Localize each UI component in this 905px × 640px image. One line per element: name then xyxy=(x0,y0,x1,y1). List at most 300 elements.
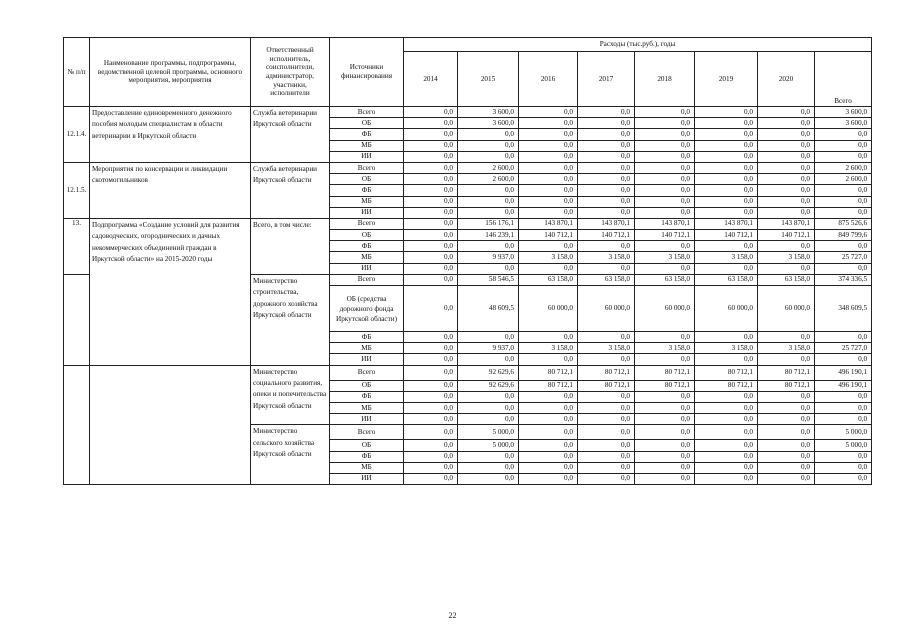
value-2015: 58 546,5 xyxy=(458,274,519,285)
funding-source: ИИ xyxy=(330,151,404,162)
header-name: Наименование программы, подпрограммы, ведомственной целевой программы, основного мероприятия, мероприятия xyxy=(90,38,251,107)
value-2017: 0,0 xyxy=(578,162,635,173)
funding-source: МБ xyxy=(330,402,404,413)
funding-source: ИИ xyxy=(330,473,404,484)
value-total: 0,0 xyxy=(815,473,872,484)
value-2015: 92 629,6 xyxy=(458,365,519,380)
value-2015: 0,0 xyxy=(458,129,519,140)
value-total: 0,0 xyxy=(815,402,872,413)
value-2016: 0,0 xyxy=(519,140,578,151)
value-2020: 143 870,1 xyxy=(758,218,815,229)
value-2014: 0,0 xyxy=(404,440,458,451)
value-2018: 0,0 xyxy=(635,440,695,451)
value-2016: 3 158,0 xyxy=(519,252,578,263)
value-2018: 63 158,0 xyxy=(635,274,695,285)
value-2016: 0,0 xyxy=(519,473,578,484)
value-2015: 0,0 xyxy=(458,451,519,462)
table-row xyxy=(64,365,872,380)
value-total: 0,0 xyxy=(815,129,872,140)
value-2019: 0,0 xyxy=(695,391,758,402)
value-2014: 0,0 xyxy=(404,252,458,263)
value-total: 5 000,0 xyxy=(815,425,872,440)
value-2018: 80 712,1 xyxy=(635,380,695,391)
value-2015: 0,0 xyxy=(458,140,519,151)
funding-source: Всего xyxy=(330,107,404,118)
value-2016: 0,0 xyxy=(519,332,578,343)
value-2019: 3 158,0 xyxy=(695,343,758,354)
value-2019: 0,0 xyxy=(695,332,758,343)
program-name: Подпрограмма «Создание условий для развития садоводческих, огороднических и дачных некоммерческих объединений граждан в Иркутской области» на 2015-2020 годы xyxy=(90,218,251,365)
value-2019: 0,0 xyxy=(695,241,758,252)
value-2016: 0,0 xyxy=(519,162,578,173)
value-2020: 0,0 xyxy=(758,332,815,343)
value-2015: 0,0 xyxy=(458,151,519,162)
value-2017: 0,0 xyxy=(578,451,635,462)
value-2020: 80 712,1 xyxy=(758,365,815,380)
value-2019: 0,0 xyxy=(695,414,758,425)
value-2019: 0,0 xyxy=(695,196,758,207)
value-total: 374 336,5 xyxy=(815,274,872,285)
funding-source: ИИ xyxy=(330,263,404,274)
value-2020: 0,0 xyxy=(758,473,815,484)
value-2020: 0,0 xyxy=(758,185,815,196)
value-2019: 3 158,0 xyxy=(695,252,758,263)
value-total: 348 609,5 xyxy=(815,286,872,332)
funding-source: ИИ xyxy=(330,354,404,365)
funding-source: ОБ xyxy=(330,440,404,451)
value-2019: 80 712,1 xyxy=(695,380,758,391)
value-2020: 0,0 xyxy=(758,462,815,473)
value-2020: 0,0 xyxy=(758,402,815,413)
funding-source: МБ xyxy=(330,196,404,207)
page-number: 22 xyxy=(448,611,457,620)
value-2015: 3 600,0 xyxy=(458,107,519,118)
header-year: 2016 xyxy=(519,52,578,107)
funding-source: Всего xyxy=(330,365,404,380)
value-2019: 63 158,0 xyxy=(695,274,758,285)
responsible-executor: Служба ветеринарии Иркутской области xyxy=(251,162,330,218)
value-total: 496 190,1 xyxy=(815,380,872,391)
row-number: 12.1.4. xyxy=(64,107,90,163)
responsible-executor: Министерство строительства, дорожного хозяйства Иркутской области xyxy=(251,274,330,365)
value-2018: 0,0 xyxy=(635,402,695,413)
value-2020: 0,0 xyxy=(758,207,815,218)
value-2018: 0,0 xyxy=(635,473,695,484)
value-total: 0,0 xyxy=(815,140,872,151)
value-2020: 0,0 xyxy=(758,263,815,274)
table-row xyxy=(64,218,872,229)
value-2014: 0,0 xyxy=(404,402,458,413)
value-2020: 0,0 xyxy=(758,425,815,440)
value-total: 0,0 xyxy=(815,332,872,343)
table-row xyxy=(64,107,872,118)
value-2017: 0,0 xyxy=(578,241,635,252)
value-2015: 0,0 xyxy=(458,402,519,413)
value-2015: 5 000,0 xyxy=(458,440,519,451)
value-2018: 80 712,1 xyxy=(635,365,695,380)
value-2016: 0,0 xyxy=(519,425,578,440)
value-2017: 0,0 xyxy=(578,196,635,207)
funding-source: ОБ xyxy=(330,230,404,241)
value-2014: 0,0 xyxy=(404,162,458,173)
value-total: 0,0 xyxy=(815,241,872,252)
value-2015: 0,0 xyxy=(458,241,519,252)
value-2016: 143 870,1 xyxy=(519,218,578,229)
value-2015: 146 239,1 xyxy=(458,230,519,241)
funding-source: ФБ xyxy=(330,129,404,140)
value-2016: 0,0 xyxy=(519,440,578,451)
value-2014: 0,0 xyxy=(404,425,458,440)
value-total: 2 600,0 xyxy=(815,162,872,173)
budget-table xyxy=(63,37,872,485)
value-2018: 0,0 xyxy=(635,425,695,440)
value-2020: 0,0 xyxy=(758,107,815,118)
value-2020: 0,0 xyxy=(758,162,815,173)
value-2017: 0,0 xyxy=(578,391,635,402)
funding-source: Всего xyxy=(330,425,404,440)
value-2014: 0,0 xyxy=(404,107,458,118)
value-2016: 0,0 xyxy=(519,402,578,413)
value-2018: 0,0 xyxy=(635,196,695,207)
program-name: Предоставление единовременного денежного пособия молодым специалистам в области ветеринарии в Иркутской области xyxy=(90,107,251,163)
header-no: № п/п xyxy=(64,38,90,107)
value-2019: 80 712,1 xyxy=(695,365,758,380)
value-2014: 0,0 xyxy=(404,462,458,473)
value-2014: 0,0 xyxy=(404,174,458,185)
value-2020: 0,0 xyxy=(758,151,815,162)
value-2019: 0,0 xyxy=(695,174,758,185)
funding-source: ОБ xyxy=(330,380,404,391)
value-2018: 0,0 xyxy=(635,174,695,185)
responsible-executor: Всего, в том числе: xyxy=(251,218,330,274)
value-total: 0,0 xyxy=(815,462,872,473)
value-2018: 60 000,0 xyxy=(635,286,695,332)
value-total: 3 600,0 xyxy=(815,107,872,118)
value-2017: 0,0 xyxy=(578,118,635,129)
value-2017: 60 000,0 xyxy=(578,286,635,332)
value-2017: 0,0 xyxy=(578,473,635,484)
value-2014: 0,0 xyxy=(404,129,458,140)
value-2017: 0,0 xyxy=(578,332,635,343)
value-total: 0,0 xyxy=(815,207,872,218)
funding-source: МБ xyxy=(330,252,404,263)
value-2016: 0,0 xyxy=(519,118,578,129)
value-2019: 0,0 xyxy=(695,151,758,162)
value-2017: 0,0 xyxy=(578,207,635,218)
funding-source: Всего xyxy=(330,218,404,229)
value-2014: 0,0 xyxy=(404,380,458,391)
value-2020: 0,0 xyxy=(758,140,815,151)
value-2020: 0,0 xyxy=(758,451,815,462)
value-2016: 0,0 xyxy=(519,196,578,207)
funding-source: ОБ xyxy=(330,174,404,185)
value-2020: 0,0 xyxy=(758,391,815,402)
value-2020: 3 158,0 xyxy=(758,252,815,263)
value-2017: 0,0 xyxy=(578,414,635,425)
value-total: 25 727,0 xyxy=(815,343,872,354)
value-2018: 0,0 xyxy=(635,414,695,425)
value-2018: 0,0 xyxy=(635,332,695,343)
value-2019: 0,0 xyxy=(695,440,758,451)
value-2016: 0,0 xyxy=(519,263,578,274)
value-2020: 60 000,0 xyxy=(758,286,815,332)
value-2014: 0,0 xyxy=(404,207,458,218)
value-2018: 0,0 xyxy=(635,451,695,462)
value-2018: 0,0 xyxy=(635,151,695,162)
header-responsible: Ответственный исполнитель, соисполнители, администратор, участники, исполнители xyxy=(251,38,330,107)
empty-cell xyxy=(64,274,90,365)
value-2016: 3 158,0 xyxy=(519,343,578,354)
value-2016: 80 712,1 xyxy=(519,380,578,391)
value-2020: 0,0 xyxy=(758,414,815,425)
value-2015: 2 600,0 xyxy=(458,162,519,173)
value-2020: 0,0 xyxy=(758,129,815,140)
value-2017: 0,0 xyxy=(578,185,635,196)
value-2020: 80 712,1 xyxy=(758,380,815,391)
empty-cell xyxy=(64,365,90,485)
value-2018: 140 712,1 xyxy=(635,230,695,241)
value-2019: 0,0 xyxy=(695,129,758,140)
value-total: 0,0 xyxy=(815,354,872,365)
value-total: 0,0 xyxy=(815,414,872,425)
value-2017: 0,0 xyxy=(578,151,635,162)
value-2017: 80 712,1 xyxy=(578,380,635,391)
table-row xyxy=(64,162,872,173)
value-2017: 140 712,1 xyxy=(578,230,635,241)
value-2016: 0,0 xyxy=(519,129,578,140)
funding-source: ФБ xyxy=(330,391,404,402)
value-2014: 0,0 xyxy=(404,343,458,354)
value-2016: 0,0 xyxy=(519,185,578,196)
value-2016: 0,0 xyxy=(519,151,578,162)
funding-source: ФБ xyxy=(330,332,404,343)
value-2014: 0,0 xyxy=(404,151,458,162)
value-2016: 0,0 xyxy=(519,462,578,473)
responsible-executor: Министерство социального развития, опеки и попечительства Иркутской области xyxy=(251,365,330,425)
funding-source: ФБ xyxy=(330,241,404,252)
value-2015: 0,0 xyxy=(458,354,519,365)
value-2019: 0,0 xyxy=(695,207,758,218)
value-2016: 0,0 xyxy=(519,451,578,462)
value-2018: 3 158,0 xyxy=(635,252,695,263)
value-2014: 0,0 xyxy=(404,365,458,380)
value-2018: 0,0 xyxy=(635,263,695,274)
header-year: Всего xyxy=(815,52,872,107)
value-2014: 0,0 xyxy=(404,354,458,365)
value-2015: 0,0 xyxy=(458,332,519,343)
value-2014: 0,0 xyxy=(404,218,458,229)
funding-source: МБ xyxy=(330,343,404,354)
value-total: 0,0 xyxy=(815,196,872,207)
value-2016: 0,0 xyxy=(519,354,578,365)
value-2020: 140 712,1 xyxy=(758,230,815,241)
value-2018: 0,0 xyxy=(635,354,695,365)
value-2018: 0,0 xyxy=(635,207,695,218)
value-total: 5 000,0 xyxy=(815,440,872,451)
value-2016: 0,0 xyxy=(519,207,578,218)
value-2017: 0,0 xyxy=(578,140,635,151)
value-2018: 0,0 xyxy=(635,185,695,196)
value-2014: 0,0 xyxy=(404,118,458,129)
header-expenses: Расходы (тыс.руб.), годы xyxy=(404,38,872,52)
value-2015: 0,0 xyxy=(458,391,519,402)
value-2017: 0,0 xyxy=(578,425,635,440)
value-2017: 0,0 xyxy=(578,462,635,473)
header-year: 2017 xyxy=(578,52,635,107)
value-total: 2 600,0 xyxy=(815,174,872,185)
value-2019: 60 000,0 xyxy=(695,286,758,332)
value-total: 0,0 xyxy=(815,263,872,274)
value-2015: 9 937,0 xyxy=(458,252,519,263)
value-2015: 0,0 xyxy=(458,185,519,196)
value-total: 0,0 xyxy=(815,185,872,196)
value-2019: 0,0 xyxy=(695,107,758,118)
responsible-executor: Служба ветеринарии Иркутской области xyxy=(251,107,330,163)
value-2020: 0,0 xyxy=(758,440,815,451)
value-2017: 143 870,1 xyxy=(578,218,635,229)
value-2020: 0,0 xyxy=(758,118,815,129)
value-2015: 2 600,0 xyxy=(458,174,519,185)
value-2016: 60 000,0 xyxy=(519,286,578,332)
funding-source: ФБ xyxy=(330,451,404,462)
value-2014: 0,0 xyxy=(404,414,458,425)
value-2019: 0,0 xyxy=(695,451,758,462)
value-2020: 3 158,0 xyxy=(758,343,815,354)
value-2014: 0,0 xyxy=(404,473,458,484)
value-2017: 0,0 xyxy=(578,174,635,185)
value-2014: 0,0 xyxy=(404,391,458,402)
funding-source: МБ xyxy=(330,462,404,473)
value-2020: 63 158,0 xyxy=(758,274,815,285)
value-2014: 0,0 xyxy=(404,274,458,285)
funding-source: ОБ xyxy=(330,118,404,129)
program-name: Мероприятия по консервации и ликвидации скотомогильников xyxy=(90,162,251,218)
row-number: 12.1.5. xyxy=(64,162,90,218)
value-total: 849 799,6 xyxy=(815,230,872,241)
funding-source: Всего xyxy=(330,274,404,285)
value-2018: 0,0 xyxy=(635,162,695,173)
value-2017: 0,0 xyxy=(578,440,635,451)
value-2016: 0,0 xyxy=(519,107,578,118)
value-total: 3 600,0 xyxy=(815,118,872,129)
value-total: 0,0 xyxy=(815,451,872,462)
value-2019: 0,0 xyxy=(695,263,758,274)
value-2019: 0,0 xyxy=(695,462,758,473)
header-year: 2014 xyxy=(404,52,458,107)
value-2018: 0,0 xyxy=(635,391,695,402)
value-2019: 0,0 xyxy=(695,118,758,129)
value-2014: 0,0 xyxy=(404,263,458,274)
value-2018: 0,0 xyxy=(635,129,695,140)
value-2018: 143 870,1 xyxy=(635,218,695,229)
header-year: 2018 xyxy=(635,52,695,107)
value-2015: 0,0 xyxy=(458,414,519,425)
value-2015: 0,0 xyxy=(458,473,519,484)
value-2016: 63 158,0 xyxy=(519,274,578,285)
header-year: 2015 xyxy=(458,52,519,107)
value-2019: 0,0 xyxy=(695,473,758,484)
funding-source: Всего xyxy=(330,162,404,173)
value-2018: 0,0 xyxy=(635,140,695,151)
value-total: 25 727,0 xyxy=(815,252,872,263)
value-2019: 140 712,1 xyxy=(695,230,758,241)
value-2015: 156 176,1 xyxy=(458,218,519,229)
value-2017: 0,0 xyxy=(578,263,635,274)
value-2015: 92 629,6 xyxy=(458,380,519,391)
value-2014: 0,0 xyxy=(404,230,458,241)
value-total: 496 190,1 xyxy=(815,365,872,380)
empty-cell xyxy=(90,365,251,485)
value-2016: 0,0 xyxy=(519,241,578,252)
value-2015: 0,0 xyxy=(458,196,519,207)
value-2020: 0,0 xyxy=(758,174,815,185)
value-2016: 140 712,1 xyxy=(519,230,578,241)
value-2017: 63 158,0 xyxy=(578,274,635,285)
value-2015: 48 609,5 xyxy=(458,286,519,332)
funding-source: МБ xyxy=(330,140,404,151)
header-year: 2020 xyxy=(758,52,815,107)
value-2018: 3 158,0 xyxy=(635,343,695,354)
funding-source: ФБ xyxy=(330,185,404,196)
funding-source: ИИ xyxy=(330,414,404,425)
value-total: 0,0 xyxy=(815,391,872,402)
value-2017: 3 158,0 xyxy=(578,343,635,354)
value-2014: 0,0 xyxy=(404,185,458,196)
value-2019: 0,0 xyxy=(695,185,758,196)
value-2018: 0,0 xyxy=(635,462,695,473)
value-2020: 0,0 xyxy=(758,196,815,207)
value-2017: 0,0 xyxy=(578,107,635,118)
value-2018: 0,0 xyxy=(635,241,695,252)
value-2016: 0,0 xyxy=(519,414,578,425)
value-2015: 5 000,0 xyxy=(458,425,519,440)
value-2017: 0,0 xyxy=(578,402,635,413)
value-2015: 9 937,0 xyxy=(458,343,519,354)
value-2019: 143 870,1 xyxy=(695,218,758,229)
value-2017: 3 158,0 xyxy=(578,252,635,263)
value-2016: 80 712,1 xyxy=(519,365,578,380)
value-2018: 0,0 xyxy=(635,107,695,118)
value-2014: 0,0 xyxy=(404,241,458,252)
value-2015: 0,0 xyxy=(458,462,519,473)
value-2015: 0,0 xyxy=(458,207,519,218)
value-2019: 0,0 xyxy=(695,402,758,413)
value-2019: 0,0 xyxy=(695,140,758,151)
value-2014: 0,0 xyxy=(404,332,458,343)
value-2020: 0,0 xyxy=(758,354,815,365)
value-2014: 0,0 xyxy=(404,286,458,332)
value-2019: 0,0 xyxy=(695,425,758,440)
value-2019: 0,0 xyxy=(695,354,758,365)
row-number: 13. xyxy=(64,218,90,274)
value-total: 0,0 xyxy=(815,151,872,162)
value-2014: 0,0 xyxy=(404,140,458,151)
value-2016: 0,0 xyxy=(519,174,578,185)
header-source: Источники финансирования xyxy=(330,38,404,107)
budget-table-container xyxy=(63,37,871,485)
responsible-executor: Министерство сельского хозяйства Иркутской области xyxy=(251,425,330,485)
value-2016: 0,0 xyxy=(519,391,578,402)
value-2017: 80 712,1 xyxy=(578,365,635,380)
value-2017: 0,0 xyxy=(578,354,635,365)
value-2018: 0,0 xyxy=(635,118,695,129)
value-2017: 0,0 xyxy=(578,129,635,140)
value-2019: 0,0 xyxy=(695,162,758,173)
header-year: 2019 xyxy=(695,52,758,107)
value-2015: 0,0 xyxy=(458,263,519,274)
value-2020: 0,0 xyxy=(758,241,815,252)
funding-source: ОБ (средства дорожного фонда Иркутской области) xyxy=(330,286,404,332)
